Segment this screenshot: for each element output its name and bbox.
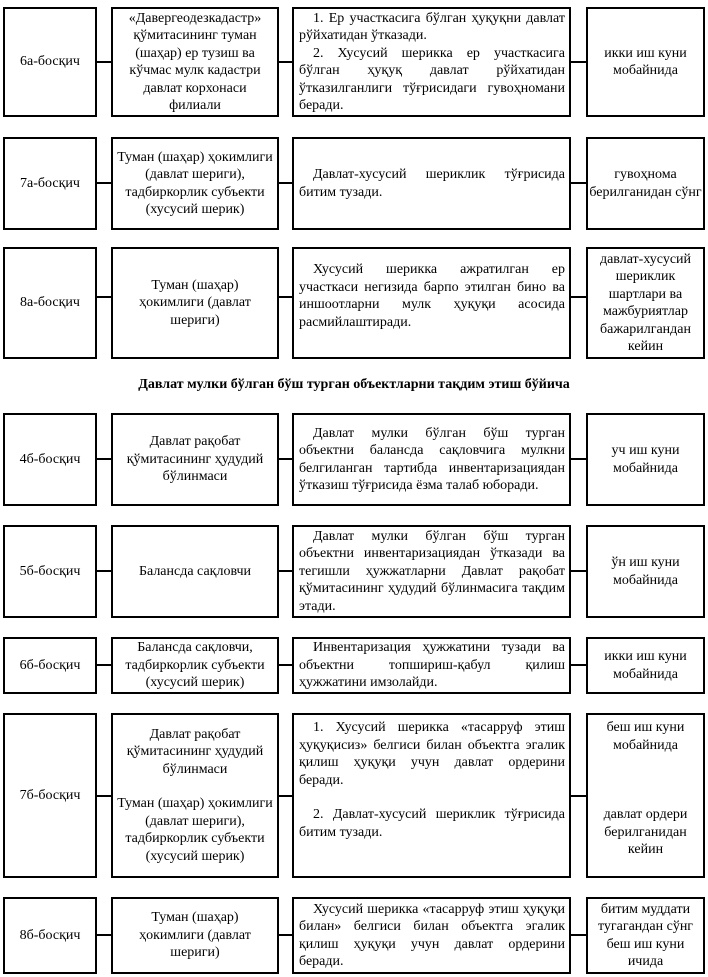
connector-line bbox=[571, 458, 586, 460]
actor-box bbox=[111, 897, 279, 974]
deadline-box bbox=[586, 7, 705, 117]
actor-text: Туман (шаҳар) ҳокимлиги (давлат шериги), тадбиркорлик субъекти (хусусий шерик) bbox=[117, 796, 273, 864]
deadline-text: ўн иш куни мобайнида bbox=[611, 555, 680, 588]
stage-label: 7а-босқич bbox=[20, 175, 80, 191]
deadline-box bbox=[586, 713, 705, 878]
action-box bbox=[292, 525, 571, 618]
action-item: Инвентаризация ҳужжатини тузади ва объектни топшириш-қабул қилиш ҳужжатини имзолайди. bbox=[299, 640, 565, 691]
connector-line bbox=[279, 570, 292, 572]
deadline-box bbox=[586, 413, 705, 506]
action-item: 2. Давлат-хусусий шериклик тўғрисида битим тузади. bbox=[299, 807, 565, 840]
section-heading: Давлат мулки бўлган бўш турган объектларни тақдим этиш бўйича bbox=[138, 377, 570, 392]
connector-line bbox=[279, 182, 292, 184]
action-box bbox=[292, 413, 571, 506]
connector-line bbox=[97, 458, 111, 460]
action-item: Давлат мулки бўлган бўш турган объектни инвентаризациядан ўтказади ва тегишли ҳужжатларни Давлат рақобат қўмитасининг ҳудудий бўлинмасига тақдим этади. bbox=[299, 528, 565, 614]
action-item: 1. Хусусий шерикка «тасарруф этиш ҳуқуқисиз» белгиси билан объектга эгалик қилиш ҳуқуқи учун давлат ордерини беради. bbox=[299, 720, 565, 788]
actor-text: Туман (шаҳар) ҳокимлиги (давлат шериги), тадбиркорлик субъекти (хусусий шерик) bbox=[117, 149, 273, 217]
connector-line bbox=[279, 458, 292, 460]
connector-line bbox=[279, 61, 292, 63]
connector-line bbox=[571, 296, 586, 298]
deadline-text: уч иш куни мобайнида bbox=[611, 443, 680, 476]
deadline-box bbox=[586, 637, 705, 694]
actor-box bbox=[111, 137, 279, 230]
actor-text: Давлат рақобат қўмитасининг ҳудудий бўлинмаси bbox=[126, 726, 264, 777]
deadline-text: давлат-хусусий шериклик шартлари ва мажбуриятлар бажарилгандан кейин bbox=[599, 251, 692, 354]
deadline-text: икки иш куни мобайнида bbox=[604, 649, 687, 682]
deadline-text: битим муддати тугагандан сўнг беш иш куни ичида bbox=[597, 901, 694, 969]
deadline-box bbox=[586, 525, 705, 618]
stage-label: 7б-босқич bbox=[19, 787, 81, 803]
connector-line bbox=[279, 795, 292, 797]
connector-line bbox=[279, 664, 292, 666]
connector-line bbox=[571, 664, 586, 666]
connector-line bbox=[97, 570, 111, 572]
actor-text: Давлат рақобат қўмитасининг ҳудудий бўлинмаси bbox=[126, 434, 264, 485]
stage-label: 6а-босқич bbox=[20, 54, 80, 70]
action-item: 2. Хусусий шерикка ер участкасига бўлган ҳуқуқ давлат рўйхатидан ўтказилганлиги тўғрисидаги гувоҳномани беради. bbox=[299, 45, 565, 113]
action-box bbox=[292, 897, 571, 974]
connector-line bbox=[571, 61, 586, 63]
connector-line bbox=[571, 570, 586, 572]
deadline-text: давлат ордери берилганидан кейин bbox=[603, 807, 688, 857]
connector-line bbox=[571, 182, 586, 184]
connector-line bbox=[571, 934, 586, 936]
deadline-text: беш иш куни мобайнида bbox=[606, 720, 685, 753]
stage-box bbox=[3, 413, 97, 506]
connector-line bbox=[279, 296, 292, 298]
action-item: Хусусий шерикка «тасарруф этиш ҳуқуқи билан» белгиси билан объектга эгалик қилиш ҳуқуқи учун давлат ордерини беради. bbox=[299, 901, 565, 969]
action-item: 1. Ер участкасига бўлган ҳуқуқни давлат рўйхатидан ўтказади. bbox=[299, 10, 565, 43]
stage-label: 8б-босқич bbox=[19, 927, 81, 943]
deadline-box bbox=[586, 247, 705, 359]
action-box bbox=[292, 247, 571, 359]
deadline-text: гувоҳнома берилганидан сўнг bbox=[589, 167, 702, 200]
actor-box bbox=[111, 525, 279, 618]
connector-line bbox=[279, 934, 292, 936]
actor-text: Балансда сақловчи, тадбиркорлик субъекти (хусусий шерик) bbox=[125, 640, 265, 691]
stage-label: 8а-босқич bbox=[20, 295, 80, 311]
actor-box bbox=[111, 637, 279, 694]
connector-line bbox=[97, 795, 111, 797]
stage-box bbox=[3, 897, 97, 974]
deadline-box bbox=[586, 137, 705, 230]
stage-box bbox=[3, 137, 97, 230]
stage-box bbox=[3, 525, 97, 618]
actor-box bbox=[111, 713, 279, 878]
stage-label: 5б-босқич bbox=[19, 563, 81, 579]
stage-label: 6б-босқич bbox=[19, 657, 81, 673]
actor-box bbox=[111, 413, 279, 506]
connector-line bbox=[97, 182, 111, 184]
stage-box bbox=[3, 7, 97, 117]
action-box bbox=[292, 7, 571, 117]
actor-box bbox=[111, 7, 279, 117]
action-box bbox=[292, 637, 571, 694]
stage-box bbox=[3, 247, 97, 359]
actor-box bbox=[111, 247, 279, 359]
action-box bbox=[292, 713, 571, 878]
deadline-box bbox=[586, 897, 705, 974]
stage-box bbox=[3, 713, 97, 878]
connector-line bbox=[97, 664, 111, 666]
connector-line bbox=[571, 795, 586, 797]
actor-text: Балансда сақловчи bbox=[138, 563, 252, 579]
stage-label: 4б-босқич bbox=[19, 451, 81, 467]
actor-text: «Давергеодезкадастр» қўмитасининг туман (шаҳар) ер тузиш ва кўчмас мулк кадастри давлат корхонаси филиали bbox=[128, 10, 262, 113]
action-item: Давлат мулки бўлган бўш турган объектни балансда сақловчига мулкни белгиланган тартибда инвентаризациядан ўтказиш тўғрисида ёзма талаб юборади. bbox=[299, 425, 565, 493]
actor-text: Туман (шаҳар) ҳокимлиги (давлат шериги) bbox=[139, 277, 251, 328]
connector-line bbox=[97, 61, 111, 63]
actor-text: Туман (шаҳар) ҳокимлиги (давлат шериги) bbox=[139, 910, 251, 961]
action-box bbox=[292, 137, 571, 230]
connector-line bbox=[97, 296, 111, 298]
connector-line bbox=[97, 934, 111, 936]
deadline-text: икки иш куни мобайнида bbox=[604, 45, 687, 78]
action-item: Хусусий шерикка ажратилган ер участкаси негизида барпо этилган бино ва иншоотларни мулк ҳуқуқи асосида расмийлаштиради. bbox=[299, 262, 565, 330]
stage-box bbox=[3, 637, 97, 694]
action-item: Давлат-хусусий шериклик тўғрисида битим тузади. bbox=[299, 167, 565, 200]
